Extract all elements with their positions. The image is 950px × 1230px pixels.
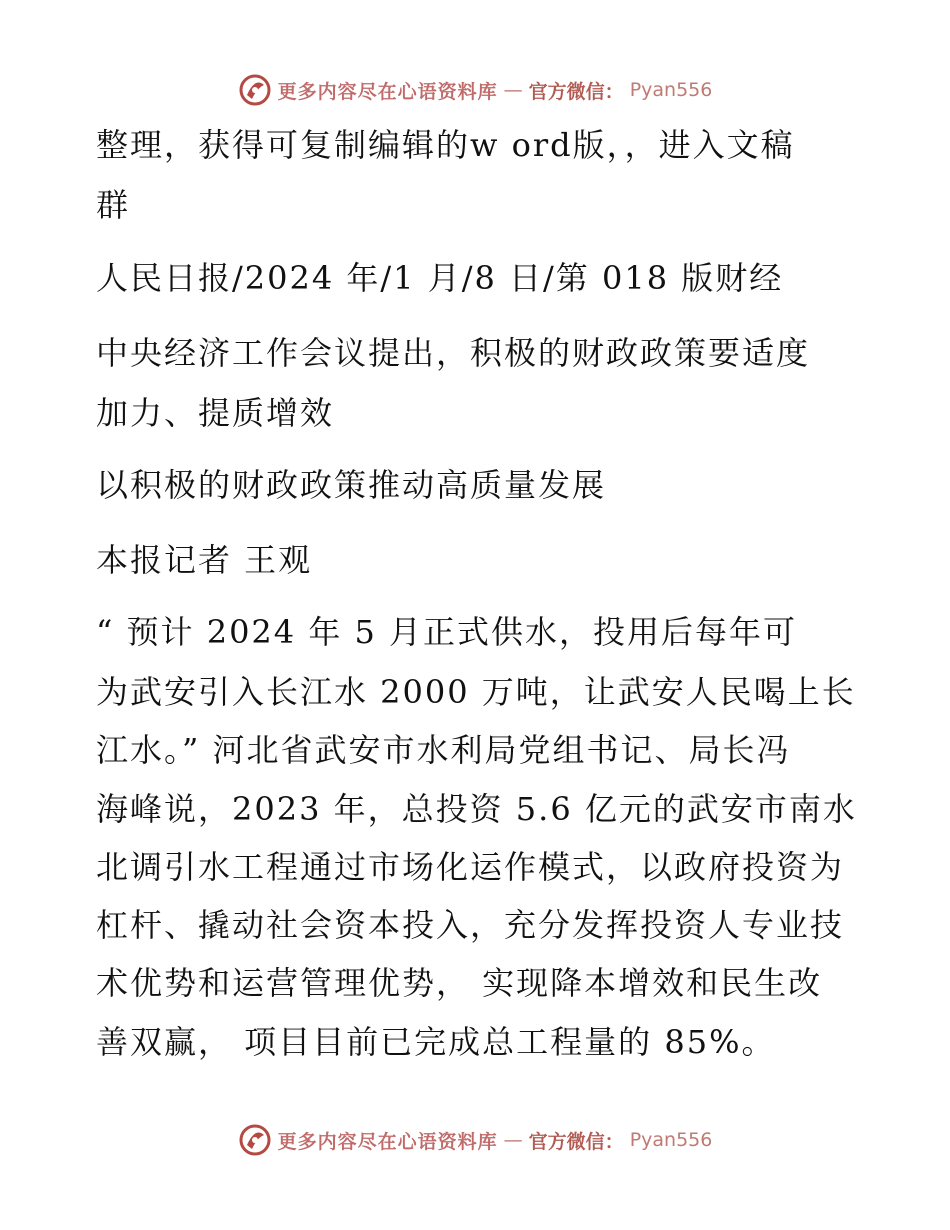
body-line: “ 预计 2024 年 5 月正式供水，投用后每年可 [96,613,798,651]
brand-name: 更多内容尽在心语资料库 [277,80,498,103]
body-line: 杠杆、撬动社会资本投入，充分发挥投资人专业技 [96,906,845,944]
byline: 本报记者 王观 [96,541,313,579]
brand-logo-icon [238,73,272,107]
separator-dash: — [503,1129,523,1151]
wechat-label: 官方微信： [528,1130,624,1153]
wechat-label: 官方微信： [528,80,624,103]
body-line: 海峰说，2023 年，总投资 5.6 亿元的武安市南水 [96,790,857,828]
body-line: 江水。” 河北省武安市水利局党组书记、局长冯 [96,731,791,769]
body-line: 北调引水工程通过市场化运作模式，以政府投资为 [96,848,845,886]
footer-watermark [0,1120,950,1160]
source-line: 人民日报/2024 年/1 月/8 日/第 018 版财经 [96,259,784,297]
brand-logo-icon [238,1123,272,1157]
wechat-handle: Pyan556 [629,79,713,101]
subhead-line-1: 中央经济工作会议提出，积极的财政政策要适度 [96,334,811,372]
subhead-line-2: 加力、提质增效 [96,394,335,432]
body-line: 善双赢， 项目目前已完成总工程量的 85%。 [96,1023,776,1061]
intro-line-1: 整理，获得可复制编辑的w ord版，，进入文稿 [96,126,795,164]
separator-dash: — [503,79,523,101]
article-title: 以积极的财政政策推动高质量发展 [96,466,607,504]
body-line: 术优势和运营管理优势， 实现降本增效和民生改 [96,964,823,1002]
wechat-handle: Pyan556 [629,1129,713,1151]
intro-line-2: 群 [96,186,131,224]
body-line: 为武安引入长江水 2000 万吨，让武安人民喝上长 [96,673,856,711]
header-watermark [0,70,950,110]
brand-name: 更多内容尽在心语资料库 [277,1130,498,1153]
